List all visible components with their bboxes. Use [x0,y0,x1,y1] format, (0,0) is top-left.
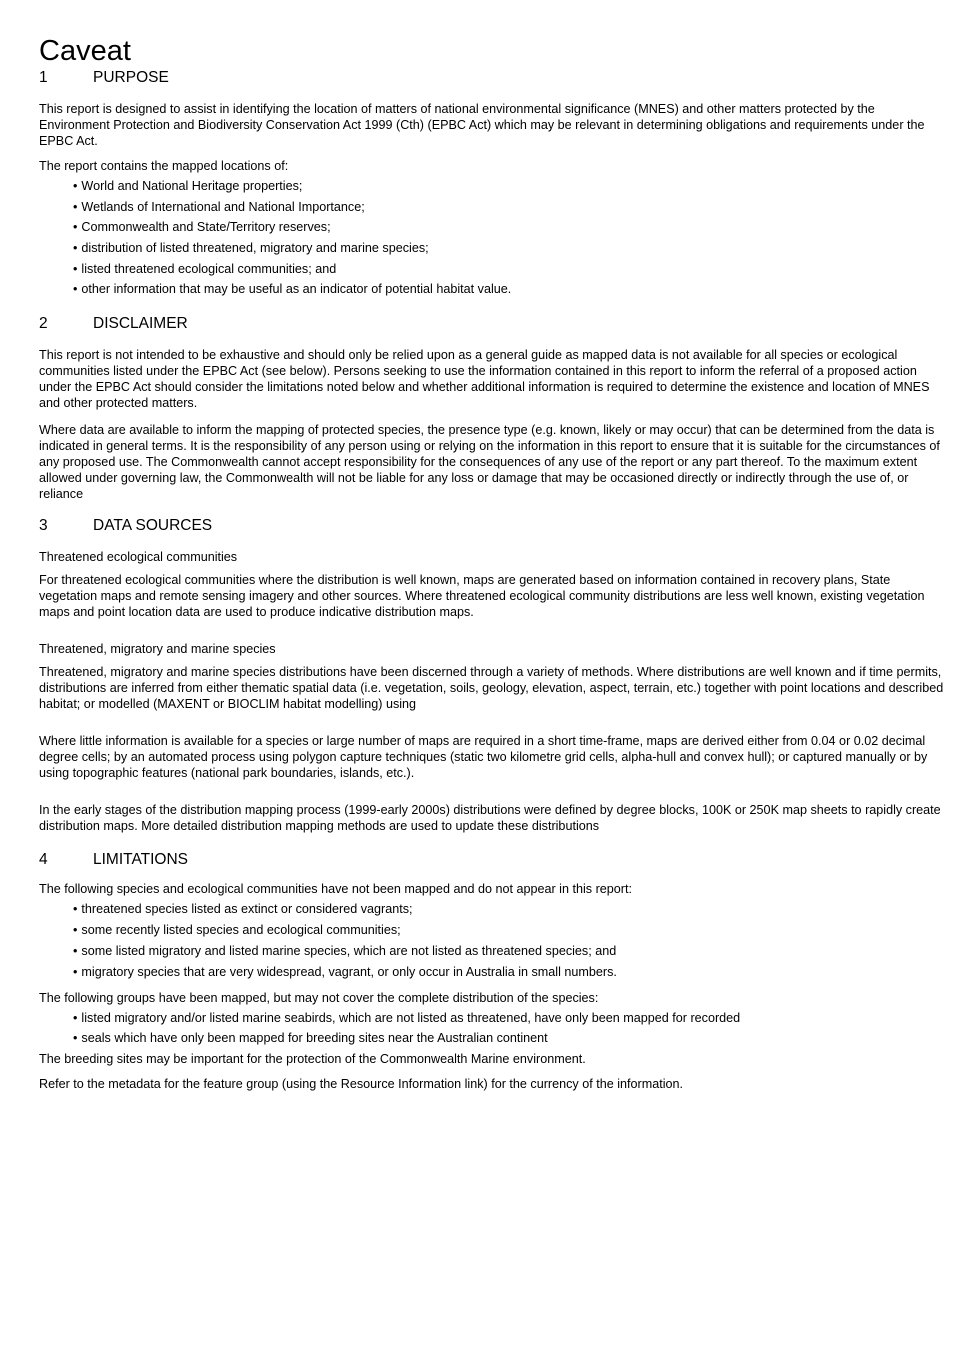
list-item: • World and National Heritage properties; [73,178,945,194]
list-item: • threatened species listed as extinct or considered vagrants; [73,901,945,917]
list-item: • listed migratory and/or listed marine seabirds, which are not listed as threatened, have only been mapped for recorded [73,1010,945,1026]
limitations-closing: The breeding sites may be important for the protection of the Commonwealth Marine environment. [39,1052,586,1067]
list-item: • distribution of listed threatened, migratory and marine species; [73,240,945,256]
section-number: 4 [39,851,48,869]
section-heading-limitations [39,850,945,870]
disclaimer-paragraph: This report is not intended to be exhaustive and should only be relied upon as a general guide as mapped data is not available for all species or ecological communities listed under the EPBC Act (see below). Persons seeking to use the information contained in this report to inform the referral of a proposed action under the EPBC Act should consider the limitations noted below and whether additional information is required to determine the existence and location of MNES and other protected matters. [39,348,930,411]
subsection-heading: Threatened ecological communities [39,550,238,565]
limitations-intro: The following species and ecological communities have not been mapped and do not appear in this report: [39,882,632,897]
list-item: • seals which have only been mapped for breeding sites near the Australian continent [73,1030,945,1046]
partial-bullet-list [39,1010,945,1047]
list-item: • other information that may be useful as an indicator of potential habitat value. [73,281,945,297]
list-item: • Commonwealth and State/Territory reserves; [73,219,945,235]
data-sources-paragraph: Where little information is available for a species or large number of maps are required in a short time-frame, maps are derived either from 0.04 or 0.02 decimal degree cells; by an automated process using polygon capture techniques (static two kilometre grid cells, alpha-hull and convex hull); or captured manually or by using topographic features (national park boundaries, islands, etc.). [39,734,928,781]
data-sources-paragraph: For threatened ecological communities where the distribution is well known, maps are generated based on information contained in recovery plans, State vegetation maps and remote sensing imagery and other sources. Where threatened ecological community distributions are less well known, existing vegetation maps and point location data are used to produce indicative distribution maps. [39,573,925,620]
section-title: DATA SOURCES [93,517,213,535]
section-number: 3 [39,517,48,535]
not-mapped-bullet-list [39,901,945,979]
purpose-paragraph: This report is designed to assist in identifying the location of matters of national environmental significance (MNES) and other matters protected by the Environment Protection and Biodiversity Conservation Act 1999 (Cth) (EPBC Act) which may be relevant in determining obligations and requirements under the EPBC Act. [39,102,925,148]
data-sources-paragraph: Threatened, migratory and marine species distributions have been discerned through a variety of methods. Where distributions are well known and if time permits, distributions are inferred from either thematic spatial data (i.e. vegetation, soils, geology, elevation, aspect, terrain, etc.) together with point locations and described habitat; or modelled (MAXENT or BIOCLIM habitat modelling) using [39,665,944,712]
list-item: • Wetlands of International and National Importance; [73,199,945,215]
subsection-heading: Threatened, migratory and marine species [39,642,276,657]
list-item: • some listed migratory and listed marine species, which are not listed as threatened species; and [73,943,945,959]
section-heading-disclaimer [39,314,945,334]
section-heading-purpose [39,68,945,88]
list-item: • migratory species that are very widespread, vagrant, or only occur in Australia in small numbers. [73,964,945,980]
list-item: • listed threatened ecological communities; and [73,261,945,277]
purpose-bullet-list [39,178,945,297]
limitations-closing: Refer to the metadata for the feature group (using the Resource Information link) for the currency of the information. [39,1077,684,1092]
data-sources-paragraph: In the early stages of the distribution mapping process (1999-early 2000s) distributions were defined by degree blocks, 100K or 250K map sheets to rapidly create distribution maps. More detailed distribution mapping methods are used to update these distributions [39,803,941,834]
section-title: PURPOSE [93,69,169,86]
page-title: Caveat [39,35,131,67]
section-title: DISCLAIMER [93,315,188,333]
section-heading-data-sources [39,516,945,536]
document-page [39,34,945,1092]
section-title: LIMITATIONS [93,851,189,869]
purpose-list-intro: The report contains the mapped locations of: [39,159,289,173]
list-item: • some recently listed species and ecological communities; [73,922,945,938]
disclaimer-paragraph: Where data are available to inform the mapping of protected species, the presence type (e.g. known, likely or may occur) that can be determined from the data is indicated in general terms. It is the responsibility of any person using or relying on the information in this report to ensure that it is suitable for the circumstances of any proposed use. The Commonwealth cannot accept responsibility for the consequences of any use of the report or any part thereof. To the maximum extent allowed under governing law, the Commonwealth will not be liable for any loss or damage that may be occasioned directly or indirectly through the use of, or reliance [39,423,940,502]
limitations-partial-intro: The following groups have been mapped, but may not cover the complete distribution of the species: [39,990,599,1005]
section-number: 2 [39,315,48,333]
section-number: 1 [39,69,48,86]
